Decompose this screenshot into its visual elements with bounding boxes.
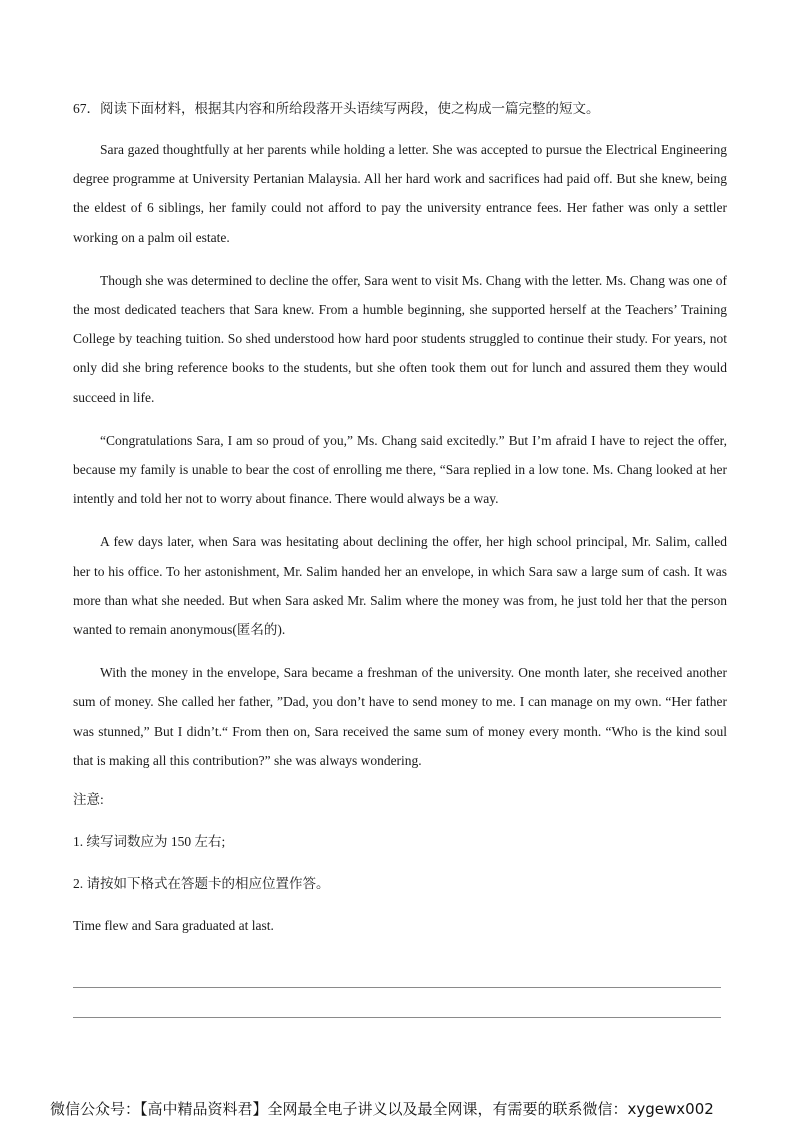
note-item-2: 2. 请按如下格式在答题卡的相应位置作答。 — [73, 876, 330, 892]
footer-contact: 微信公众号：【高中精品资料君】全网最全电子讲义以及最全网课，有需要的联系微信：xygewx002 — [50, 1100, 714, 1118]
passage-paragraph-2: Though she was determined to decline the offer, Sara went to visit Ms. Chang with the letter. Ms. Chang was one of the most dedicated teachers that Sara knew. From a humble beginning, she supported herself at the Teachers’ Training College by teaching tuition. So shed understood how hard poor students struggled to continue their study. For years, not only did she bring reference books to the students, but she often took them out for lunch and assured them they would succeed in life. — [73, 272, 727, 405]
answer-line — [73, 987, 721, 988]
question-title: 67．阅读下面材料，根据其内容和所给段落开头语续写两段，使之构成一篇完整的短文。 — [73, 101, 600, 116]
continuation-starter: Time flew and Sara graduated at last. — [73, 918, 274, 934]
passage-paragraph-5: With the money in the envelope, Sara became a freshman of the university. One month later, she received another sum of money. She called her father, ”Dad, you don’t have to send money to me. I can manage on my own. “Her father was stunned,” But I didn’t.“ From then on, Sara received the same sum of money every month. “Who is the kind soul that is making all this contribution?” she was always wondering. — [73, 665, 727, 768]
passage-paragraph-1: Sara gazed thoughtfully at her parents while holding a letter. She was accepted to pursue the Electrical Engineering degree programme at University Pertanian Malaysia. All her hard work and sacrifices had paid off. But she knew, being the eldest of 6 siblings, her family could not afford to pay the university entrance fees. Her father was only a settler working on a palm oil estate. — [73, 142, 727, 245]
answer-line — [73, 1017, 721, 1018]
passage-paragraph-4: A few days later, when Sara was hesitating about declining the offer, her high school principal, Mr. Salim, called her to his office. To her astonishment, Mr. Salim handed her an envelope, in which Sara saw a large sum of cash. It was more than what she needed. But when Sara asked Mr. Salim where the money was from, he just told her that the person wanted to remain anonymous(匿名的). — [73, 534, 727, 638]
passage-paragraph-3: “Congratulations Sara, I am so proud of you,” Ms. Chang said excitedly.” But I’m afraid I have to reject the offer, because my family is unable to bear the cost of enrolling me there, “Sara replied in a low tone. Ms. Chang looked at her intently and told her not to worry about finance. There would always be a way. — [73, 432, 727, 507]
notes-heading: 注意: — [73, 792, 104, 808]
document-page — [73, 98, 727, 937]
note-item-1: 1. 续写词数应为 150 左右; — [73, 834, 226, 850]
